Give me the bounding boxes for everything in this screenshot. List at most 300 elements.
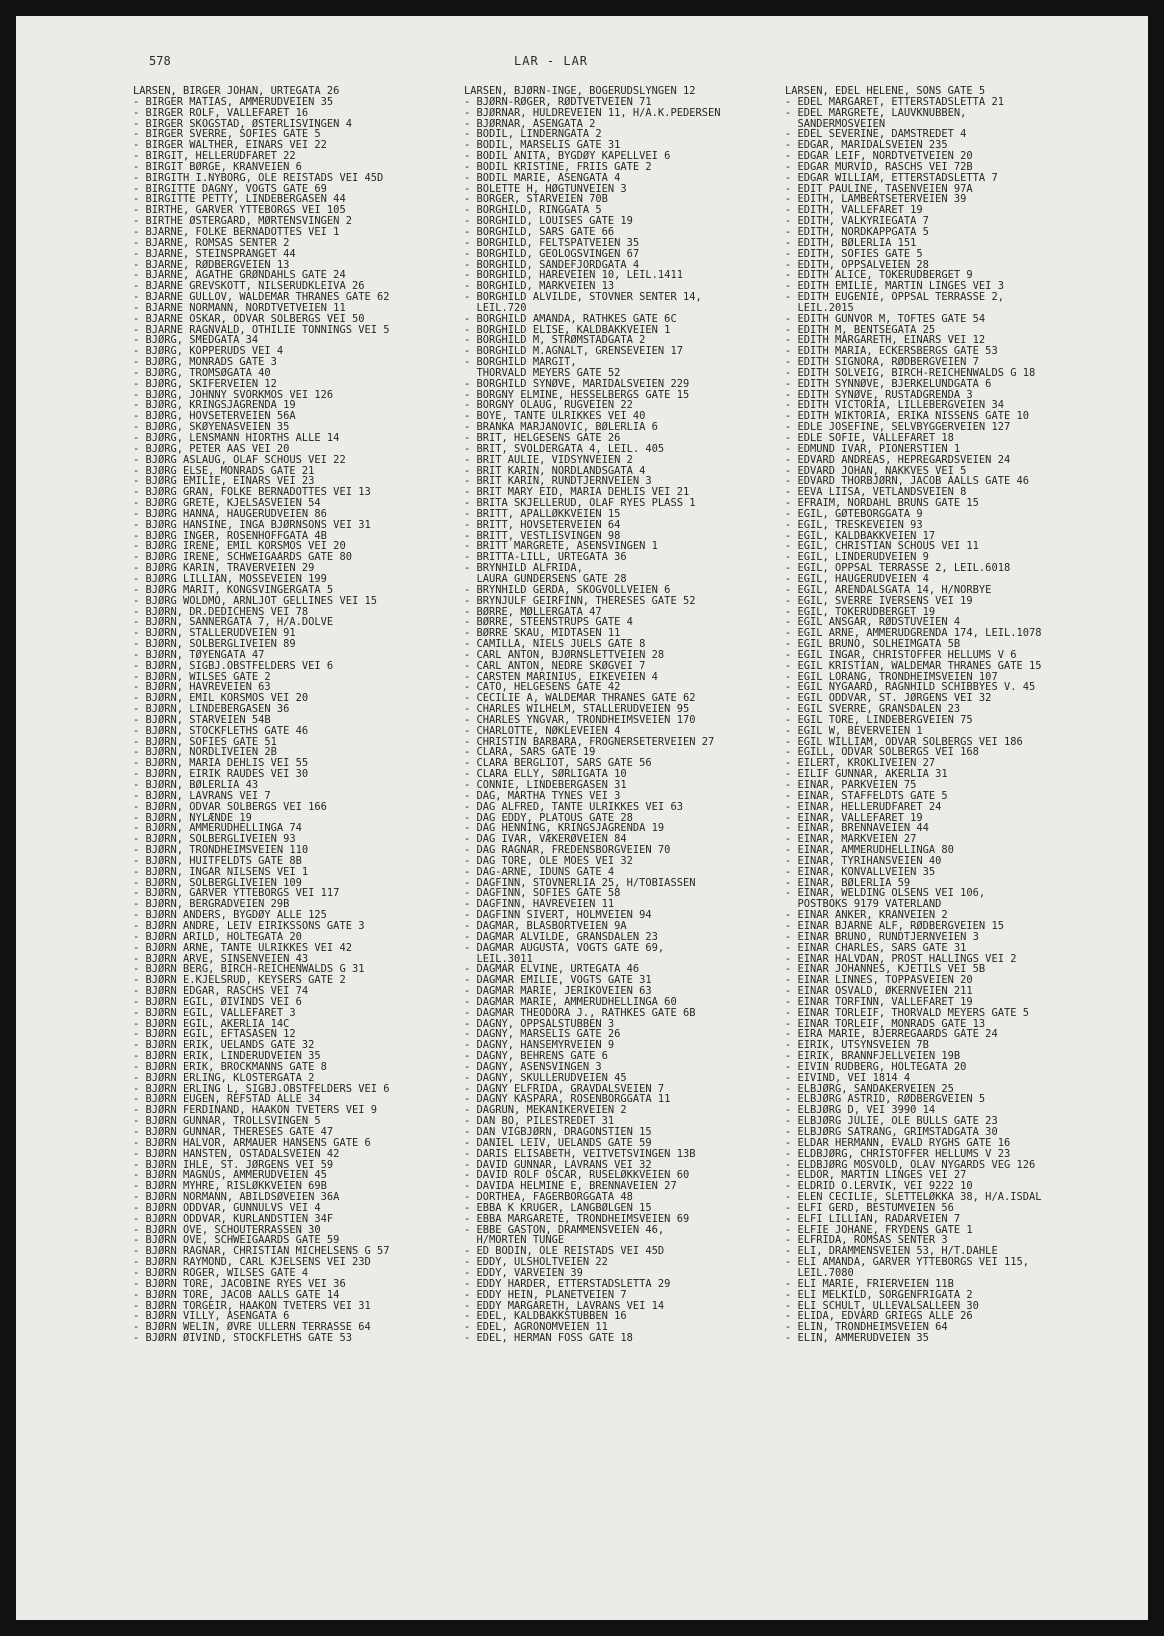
directory-entry: - BJØRNAR, HULDREVEIEN 11, H/A.K.PEDERSEN [464,107,721,119]
directory-entry: - EINAR HALVDAN, PROST HALLINGS VEI 2 [785,953,1017,965]
directory-entry: - EINAR, KONVALLVEIEN 35 [785,866,936,878]
directory-entry: - EGIL TORE, LINDEBERGVEIEN 75 [785,714,973,726]
directory-entry: - BJØRN, SOLBERGLIVEIEN 89 [133,639,296,650]
directory-entry: - EGIL, TOKERUDBERGET 19 [785,606,936,618]
directory-entry: - BJØRN, TRONDHEIMSVEIEN 110 [133,845,309,856]
directory-entry: - EGILL, ODVAR SOLBERGS VEI 168 [785,747,979,759]
directory-entry: - BJØRN TORE, JACOBINE RYES VEI 36 [133,1278,346,1290]
directory-entry: - BIRGER SKOGSTAD, ØSTERLISVINGEN 4 [133,118,352,130]
directory-entry: - BRIT MARY EID, MARIA DEHLIS VEI 21 [464,487,690,499]
directory-entry: - ELFIE JOHANE, FRYDENS GATE 1 [785,1224,973,1236]
directory-entry: - ED BODIN, OLE REISTADS VEI 45D [464,1246,665,1258]
directory-entry: - EINAR, AMMERUDHELLINGA 80 [785,845,954,856]
directory-entry: - EDITH M, BENTSEGATA 25 [785,324,936,336]
directory-entry: - EINAR, VALLEFARET 19 [785,812,923,824]
directory-entry: - BØRRE SKAU, MIDTÅSEN 11 [464,628,621,640]
directory-entry: - EGIL WILLIAM, ODVAR SOLBERGS VEI 186 [785,736,1023,748]
directory-entry: - EDITH, OPPSALVEIEN 28 [785,259,929,271]
directory-entry: - BORGHILD, RINGGATA 5 [464,205,602,217]
directory-entry: - EINAR BRUNO, RUNDTJERNVEIEN 3 [785,931,979,943]
directory-entry: - EDITH EUGENIE, OPPSAL TERRASSE 2, [785,292,1004,303]
directory-entry: - CLARA BERGLIOT, SARS GATE 56 [464,758,652,770]
directory-entry: - EINAR LINNES, TOPPÅSVEIEN 20 [785,975,973,987]
directory-entry: - BRYNHILD ALFRIDA, [464,563,583,574]
directory-entry: - DAGFINN, STOVNERLIA 25, H/TOBIASSEN [464,877,696,889]
directory-entry: - BORGHILD, SANDEFJORDGATA 4 [464,259,640,271]
directory-entry: - BJØRG GRAN, FOLKE BERNADOTTES VEI 13 [133,487,371,499]
directory-entry: - BJØRN NORMANN, ABILDSØVEIEN 36A [133,1192,340,1203]
directory-entry: - BJØRN IHLE, ST. JØRGENS VEI 59 [133,1159,334,1171]
directory-entry: LEIL.2015 [785,302,854,314]
listing-column-3 [785,86,1105,1344]
directory-entry: - EDITH, BØLERLIA 151 [785,237,917,249]
directory-entry: - CONNIE, LINDEBERGÅSEN 31 [464,780,627,791]
directory-entry: - ELDBJØRG, CHRISTOFFER HELLUMS V 23 [785,1148,1011,1160]
directory-entry: - BJØRG, SKIFERVEIEN 12 [133,378,277,390]
directory-entry: - BJØRG, LENSMANN HIORTHS ALLE 14 [133,433,340,444]
directory-entry: - BJARNE, AGATHE GRØNDAHLS GATE 24 [133,270,346,282]
directory-entry: - EINAR ANKER, KRANVEIEN 2 [785,910,948,921]
directory-entry: - BJØRN EGIL, AKERLIA 14C [133,1018,290,1030]
directory-entry: - BJØRG EMILIE, EINARS VEI 23 [133,476,315,488]
directory-entry: - BJØRN EUGEN, REFSTAD ALLE 34 [133,1094,321,1106]
directory-entry: - EGIL W, BEVERVEIEN 1 [785,725,923,737]
directory-entry: - EGIL INGAR, CHRISTOFFER HELLUMS V 6 [785,649,1017,661]
directory-entry: - EGIL, HAUGERUDVEIEN 4 [785,573,929,585]
directory-entry: - EGIL ANSGAR, RØDSTUVEIEN 4 [785,617,961,629]
directory-entry: - BJØRN GUNNAR, TROLLSVINGEN 5 [133,1116,321,1127]
directory-entry: - ELI MARIE, FRIERVEIEN 11B [785,1278,954,1290]
directory-entry: - ELI MELKILD, SORGENFRIGATA 2 [785,1289,973,1301]
directory-entry: - BOYE, TANTE ULRIKKES VEI 40 [464,411,646,423]
directory-entry: - BJØRN, HAVREVEIEN 63 [133,682,271,694]
directory-entry: - CHARLES WILHELM, STALLERUDVEIEN 95 [464,704,690,715]
directory-entry: - BJØRN, SIGBJ.OBSTFELDERS VEI 6 [133,660,334,672]
directory-entry: - BJØRG, JOHNNY SVORKMOS VEI 126 [133,389,334,401]
directory-entry: - BORGHILD, FELTSPATVEIEN 35 [464,237,640,249]
directory-entry: - EGIL ARNE, AMMERUDGRENDA 174, LEIL.1078 [785,628,1042,640]
directory-entry: - EDGAR, MARIDALSVEIEN 235 [785,140,948,152]
directory-entry: - BJØRG GRETE, KJELSÅSVEIEN 54 [133,498,321,509]
directory-entry: - BODIL KRISTINE, FRIIS GATE 2 [464,161,652,173]
directory-entry: - DAGMAR ELVINE, URTEGATA 46 [464,964,640,976]
directory-entry: LARSEN, BJØRN-INGE, BOGERUDSLYNGEN 12 [464,86,696,97]
directory-entry: - BJØRNAR, ÅSENGATA 2 [464,118,596,130]
directory-entry: - BRIT, HELGESENS GATE 26 [464,433,621,444]
page-number: 578 [149,54,171,68]
directory-entry: - ELFI GERD, BESTUMVEIEN 56 [785,1202,954,1214]
directory-entry: - BIRGER ROLF, VALLEFARET 16 [133,107,309,119]
directory-entry: - BJØRG IRENE, SCHWEIGAARDS GATE 80 [133,552,352,564]
directory-entry: - DAGFINN, SOFIES GATE 58 [464,888,621,900]
directory-entry: - DAGMAR, BLÅSBORTVEIEN 9A [464,920,627,932]
directory-entry: - BJØRG, SKØYENÅSVEIEN 35 [133,422,290,433]
directory-entry: - BJØRN, MARIA DEHLIS VEI 55 [133,758,309,770]
directory-entry: - EINAR, MARKVEIEN 27 [785,834,917,846]
directory-entry: - BODIL, MARSELIS GATE 31 [464,140,621,152]
directory-entry: THORVALD MEYERS GATE 52 [464,367,621,379]
directory-entry: - EDVARD THORBJØRN, JACOB AALLS GATE 46 [785,476,1029,488]
directory-entry: - EDGAR MURVID, RASCHS VEI 72B [785,161,973,173]
directory-entry: - CLARA, SARS GATE 19 [464,747,596,759]
directory-entry: - DAGMAR MARIE, AMMERUDHELLINGA 60 [464,996,677,1008]
directory-entry: - ELFI LILLIAN, RADARVEIEN 7 [785,1213,961,1225]
directory-entry: - BJØRN, SOFIES GATE 51 [133,736,277,748]
directory-entry: - BJØRN TORE, JACOB AALLS GATE 14 [133,1289,340,1301]
directory-entry: - BJØRN E.KJELSRUD, KEYSERS GATE 2 [133,975,346,987]
directory-entry: - BJØRN, STARVEIEN 54B [133,714,271,726]
directory-entry: - BJØRN ERIK, BROCKMANNS GATE 8 [133,1061,327,1073]
directory-entry: - BJØRG, KRINGSJÅGRENDA 19 [133,400,296,412]
directory-entry: - BJØRN TORGEIR, HAAKON TVETERS VEI 31 [133,1300,371,1312]
directory-entry: - BJØRG, HOVSETERVEIEN 56A [133,411,296,423]
directory-entry: - ELIDA, EDVARD GRIEGS ALLE 26 [785,1311,973,1323]
directory-entry: - BJØRN, NYLÆNDE 19 [133,812,252,824]
directory-entry: - BJØRN, TØYENGATA 47 [133,649,265,661]
directory-entry: - EDITH, NORDKAPPGATA 5 [785,226,929,238]
directory-entry: - BJØRN, SOLBERGLIVEIEN 93 [133,834,296,846]
directory-entry: - BRIT KARIN, NORDLANDSGATA 4 [464,465,646,477]
directory-entry: - EGIL NYGAARD, RAGNHILD SCHIBBYES V. 45 [785,682,1036,694]
directory-entry: - EDITH, SOFIES GATE 5 [785,248,923,260]
directory-entry: - ELBJØRG, SANDAKERVEIEN 25 [785,1083,954,1095]
directory-entry: - EDITH SIGNORA, RØDBERGVEIEN 7 [785,357,979,368]
directory-entry: - EGIL, KALDBAKKVEIEN 17 [785,530,936,542]
directory-entry: - BJØRG ASLAUG, OLAF SCHOUS VEI 22 [133,454,346,466]
directory-entry: - BJØRG INGER, ROSENHOFFGATA 4B [133,530,327,542]
directory-entry: - BJØRG LILLIAN, MOSSEVEIEN 199 [133,573,327,585]
directory-entry: - DAG HENNING, KRINGSJÅGRENDA 19 [464,823,665,835]
directory-entry: - EDEL, HERMAN FOSS GATE 18 [464,1333,633,1344]
directory-entry: LAURA GUNDERSENS GATE 28 [464,573,627,585]
directory-entry: - DAG-ARNE, IDUNS GATE 4 [464,866,615,878]
directory-entry: - EDITH SYNNØVE, BJERKELUNDGATA 6 [785,378,992,390]
directory-entry: - EGIL, GØTEBORGGATA 9 [785,508,923,520]
directory-entry: - EILERT, KROKLIVEIEN 27 [785,758,936,770]
directory-entry: - BJØRN ØIVIND, STOCKFLETHS GATE 53 [133,1333,352,1344]
directory-entry: LARSEN, BIRGER JOHAN, URTEGATA 26 [133,86,340,97]
directory-entry: - EEVA LIISA, VETLANDSVEIEN 8 [785,487,967,499]
directory-entry: - DAVID ROLF OSCAR, RUSELØKKVEIEN 60 [464,1170,690,1182]
directory-entry: - EINAR, WELDING OLSENS VEI 106, [785,888,986,900]
directory-entry: - BJØRG WOLDMO, ARNLJOT GELLINES VEI 15 [133,595,377,607]
directory-entry: - BIRGITTE PETTY, LINDEBERGÅSEN 44 [133,194,346,206]
directory-entry: - BJØRN, EIRIK RAUDES VEI 30 [133,769,309,780]
directory-entry: - ELI SCHULT, ULLEVÅLSALLEEN 30 [785,1300,979,1312]
directory-entry: - DAGNY, ÅSENSVINGEN 3 [464,1061,602,1073]
directory-entry: - BJØRN ERLING, KLOSTERGATA 2 [133,1072,315,1084]
directory-entry: - ELDBJØRG MOSVOLD, OLAV NYGARDS VEG 126 [785,1159,1036,1171]
directory-entry: - BJØRN, SANNERGATA 7, H/A.DOLVE [133,617,334,629]
directory-entry: - EDITH EMILIE, MARTIN LINGES VEI 3 [785,281,1004,293]
directory-entry: - ELBJØRG JULIE, OLE BULLS GATE 23 [785,1116,998,1127]
directory-entry: - BJØRN EGIL, ØIVINDS VEI 6 [133,996,302,1008]
directory-entry: SANDERMOSVEIEN [785,118,886,130]
directory-entry: - EDLE SOFIE, VALLEFARET 18 [785,433,954,444]
directory-entry: - BOLETTE H, HØGTUNVEIEN 3 [464,183,627,195]
directory-entry: - EBBE GASTON, DRAMMENSVEIEN 46, [464,1224,665,1236]
directory-entry: - DANIEL LEIV, UELANDS GATE 59 [464,1137,652,1149]
directory-entry: - CARL ANTON, NEDRE SKØGVEI 7 [464,660,646,672]
directory-entry: - BJØRN-RØGER, RØDTVETVEIEN 71 [464,96,652,108]
directory-entry: - BJØRG, SMEDGATA 34 [133,335,259,347]
directory-entry: - BRITT, VESTLISVINGEN 98 [464,530,621,542]
directory-entry: - CAMILLA, NIELS JUELS GATE 8 [464,639,646,650]
directory-entry: - EILIF GUNNAR, AKERLIA 31 [785,769,948,780]
directory-entry: - EDDY, VARVEIEN 39 [464,1267,583,1279]
directory-entry: - EINAR TORFINN, VALLEFARET 19 [785,996,973,1008]
directory-entry: - EDDY MARGARETH, LAVRANS VEI 14 [464,1300,665,1312]
directory-entry: - EGIL KRISTIAN, WALDEMAR THRANES GATE 15 [785,660,1042,672]
directory-entry: - EDEL, AGRONOMVEIEN 11 [464,1322,608,1334]
directory-entry: - EGIL, TRESKEVEIEN 93 [785,519,923,531]
directory-entry: - BJØRN, GARVER YTTEBORGS VEI 117 [133,888,340,900]
directory-entry: - EDLE JOSEFINE, SELVBYGGERVEIEN 127 [785,422,1011,433]
directory-entry: - BJØRN HALVOR, ARMAUER HANSENS GATE 6 [133,1137,371,1149]
directory-entry: - BJØRG HANNA, HAUGERUDVEIEN 86 [133,508,327,520]
directory-entry: - ELDOR, MARTIN LINGES VEI 27 [785,1170,967,1182]
directory-entry: - DAGMAR THEODORA J., RATHKES GATE 6B [464,1007,696,1019]
directory-entry: - BJØRN, INGAR NILSENS VEI 1 [133,866,309,878]
directory-entry: - BJØRG KARIN, TRAVERVEIEN 29 [133,563,315,574]
directory-entry: - BJØRN, WILSES GATE 2 [133,671,271,683]
directory-entry: - EFRAIM, NORDAHL BRUNS GATE 15 [785,498,979,509]
directory-entry: - BIRGIT, HELLERUDFARET 22 [133,151,296,162]
directory-entry: - BØRRE, STEENSTRUPS GATE 4 [464,617,633,629]
directory-entry: - EIVIND, VEI 1814 4 [785,1072,911,1084]
directory-entry: - BIRGER SVERRE, SOFIES GATE 5 [133,129,321,141]
directory-entry: - EGIL, LINDERUDVEIEN 9 [785,552,929,564]
directory-entry: - EDGAR WILLIAM, ETTERSTADSLETTA 7 [785,172,998,184]
directory-entry: LEIL.3011 [464,953,533,965]
directory-entry: - BJØRN RAGNAR, CHRISTIAN MICHELSENS G 57 [133,1246,390,1258]
directory-entry: - ELFRIDA, ROMSÅS SENTER 3 [785,1235,948,1247]
directory-entry: - BJØRN, SOLBERGLIVEIEN 109 [133,877,302,889]
directory-entry: - EINAR, STAFFELDTS GATE 5 [785,790,948,802]
directory-entry: - ELIN, TRONDHEIMSVEIEN 64 [785,1322,948,1334]
directory-entry: - EDDY HEIN, PLANETVEIEN 7 [464,1289,627,1301]
directory-entry: - EGIL LORANG, TRONDHEIMSVEIEN 107 [785,671,998,683]
directory-entry: - BJØRN, HUITFELDTS GATE 8B [133,855,302,867]
directory-entry: - BØRRE, MØLLERGATA 47 [464,606,602,618]
directory-entry: - ELDAR HERMANN, EVALD RYGHS GATE 16 [785,1137,1011,1149]
directory-entry: - BJØRG, PETER AAS VEI 20 [133,443,290,455]
directory-entry: - BRANKA MARJANOVIC, BØLERLIA 6 [464,422,658,433]
directory-entry: - BJØRN ROGER, WILSES GATE 4 [133,1267,309,1279]
directory-entry: - BJØRN ERLING L, SIGBJ.OBSTFELDERS VEI 6 [133,1083,390,1095]
directory-entry: - CARL ANTON, BJØRNSLETTVEIEN 28 [464,649,665,661]
directory-entry: - BJØRN FERDINAND, HAAKON TVETERS VEI 9 [133,1105,377,1117]
directory-entry: - DAGFINN SIVERT, HOLMVEIEN 94 [464,910,652,921]
directory-entry: - EDITH MARGARETH, EINARS VEI 12 [785,335,986,347]
directory-entry: - BRIT AULIE, VIDSYNVEIEN 2 [464,454,633,466]
listing-column-2 [464,86,794,1344]
directory-page [16,16,1148,1620]
directory-entry: - BRIT KARIN, RUNDTJERNVEIEN 3 [464,476,652,488]
directory-entry: - DAGNY, MARSELIS GATE 26 [464,1029,621,1041]
directory-entry: - BRITT, APALLØKKVEIEN 15 [464,508,621,520]
directory-entry: - ELEN CECILIE, SLETTELØKKA 38, H/A.ISDAL [785,1192,1042,1203]
directory-entry: - EDITH SOLVEIG, BIRCH-REICHENWALDS G 18 [785,367,1036,379]
directory-entry: - EDVARD ANDREAS, HEPREGÅRDSVEIEN 24 [785,454,1011,466]
directory-entry: - EINAR CHARLES, SARS GATE 31 [785,942,967,954]
directory-entry: - BJØRN, LINDEBERGÅSEN 36 [133,704,290,715]
directory-entry: - EDITH ALICE, TOKERUDBERGET 9 [785,270,973,282]
directory-entry: - CHARLES YNGVAR, TRONDHEIMSVEIEN 170 [464,714,696,726]
directory-entry: - EGIL ODDVAR, ST. JØRGENS VEI 32 [785,693,992,705]
directory-entry: - EDMUND IVAR, PIONERSTIEN 1 [785,443,961,455]
directory-entry: - DAVID GUNNAR, LAVRANS VEI 32 [464,1159,652,1171]
directory-entry: - BJØRN, DR.DEDICHENS VEI 78 [133,606,309,618]
directory-entry: - DAGMAR ALVILDE, GRANSDALEN 23 [464,931,658,943]
directory-entry: - DAGNY ELFRIDA, GRAVDALSVEIEN 7 [464,1083,665,1095]
directory-entry: - CHARLOTTE, NØKLEVEIEN 4 [464,725,621,737]
directory-entry: - BORGHILD, GEOLOGSVINGEN 67 [464,248,640,260]
directory-entry: - EDITH SYNØVE, RUSTADGRENDA 3 [785,389,973,401]
directory-entry: - EDITH, VALKYRIEGATA 7 [785,216,929,227]
directory-entry: - DAG TORE, OLE MOES VEI 32 [464,855,633,867]
directory-entry: - EDVARD JOHAN, NÅKKVES VEI 5 [785,465,967,477]
directory-entry: - EGIL, CHRISTIAN SCHOUS VEI 11 [785,541,979,553]
directory-entry: - DARIS ELISABETH, VEITVETSVINGEN 13B [464,1148,696,1160]
directory-entry: - EINAR, TYRIHANSVEIEN 40 [785,855,942,867]
directory-entry: - BODIL MARIE, ÅSENGATA 4 [464,172,621,184]
directory-entry: - BORGHILD AMANDA, RATHKES GATE 6C [464,313,677,325]
directory-entry: - BJØRN, BERGRÅDVEIEN 29B [133,899,290,911]
directory-entry: - EDITH, LAMBERTSETERVEIEN 39 [785,194,967,206]
directory-entry: - BORGHILD ALVILDE, STOVNER SENTER 14, [464,292,702,303]
directory-entry: - BORGHILD, HAREVEIEN 10, LEIL.1411 [464,270,683,282]
directory-entry: - BJØRN ERIK, UELANDS GATE 32 [133,1040,315,1052]
directory-entry: - BRYNHILD GERDA, SKOGVOLLVEIEN 6 [464,584,671,596]
directory-entry: - EDEL MARGARET, ETTERSTADSLETTA 21 [785,96,1004,108]
directory-entry: - EDITH VICTORIA, LILLEBERGVEIEN 34 [785,400,1004,412]
directory-entry: - BORGNY OLAUG, RUGVEIEN 22 [464,400,633,412]
directory-entry: - BJØRG, MONRADS GATE 3 [133,357,277,368]
directory-entry: - BJØRN VILLY, ÅSENGATA 6 [133,1311,290,1323]
directory-entry: - ELBJØRG ASTRID, RØDBERGVEIEN 5 [785,1094,986,1106]
running-head: LAR - LAR [514,54,589,68]
directory-entry: - CLARA ELLY, SØRLIGATA 10 [464,769,627,780]
directory-entry: - BJØRN BERG, BIRCH-REICHENWALDS G 31 [133,964,365,976]
directory-entry: - EINAR JOHANNES, KJETILS VEI 5B [785,964,986,976]
directory-entry: - EDITH WIKTORIA, ERIKA NISSENS GATE 10 [785,411,1029,423]
directory-entry: - BJØRN OVE, SCHOUTERRASSEN 30 [133,1224,321,1236]
directory-entry: - BORGNY ELMINE, HESSELBERGS GATE 15 [464,389,690,401]
directory-entry: - BJØRN WELIN, ØVRE ULLERN TERRASSE 64 [133,1322,371,1334]
directory-entry: - BJØRN, AMMERUDHELLINGA 74 [133,823,302,835]
directory-entry: - EINAR TORLEIF, MONRADS GATE 13 [785,1018,986,1030]
directory-entry: - DAGNY, BEHRENS GATE 6 [464,1051,608,1062]
directory-entry: - EINAR OSVALD, ØKERNVEIEN 211 [785,986,973,997]
directory-entry: - BIRGER MATIAS, AMMERUDVEIEN 35 [133,96,334,108]
directory-entry: - DAGMAR AUGUSTA, VOGTS GATE 69, [464,942,665,954]
directory-entry: - CHRISTIN BARBARA, FROGNERSETERVEIEN 27 [464,736,715,748]
directory-entry: - BJARNE OSKAR, ODVAR SOLBERGS VEI 50 [133,313,365,325]
directory-entry: - BIRGIT BØRGE, KRANVEIEN 6 [133,161,302,173]
directory-entry: - DAGNY, HANSEMYRVEIEN 9 [464,1040,615,1052]
directory-entry: - BRITT MARGRETE, ÅSENSVINGEN 1 [464,541,658,553]
directory-entry: - BORGHILD M.AGNALT, GRENSEVEIEN 17 [464,346,683,358]
directory-entry: - EDITH MARIA, ECKERSBERGS GATE 53 [785,346,998,358]
directory-entry: - EBBA K KRUGER, LANGBØLGEN 15 [464,1202,652,1214]
directory-entry: - BJARNE, STEINSPRANGET 44 [133,248,296,260]
directory-entry: - BIRGER WALTHER, EINARS VEI 22 [133,140,327,152]
directory-entry: - BORGHILD ELISE, KALDBAKKVEIEN 1 [464,324,671,336]
directory-entry: - BJØRN ARVE, SINSENVEIEN 43 [133,953,309,965]
directory-entry: - BJØRG, TROMSØGATA 40 [133,367,271,379]
directory-entry: H/MORTEN TUNGE [464,1235,565,1247]
directory-entry: - EINAR TORLEIF, THORVALD MEYERS GATE 5 [785,1007,1029,1019]
directory-entry: - BJØRG HANSINE, INGA BJØRNSONS VEI 31 [133,519,371,531]
directory-entry: - BIRGITTE DAGNY, VOGTS GATE 69 [133,183,327,195]
directory-entry: - EGIL SVERRE, GRANSDALEN 23 [785,704,961,715]
directory-entry: - DAGNY KASPARA, ROSENBORGGATA 11 [464,1094,671,1106]
directory-entry: - BORGHILD, SARS GATE 66 [464,226,615,238]
directory-entry: - EBBA MARGARETE, TRONDHEIMSVEIEN 69 [464,1213,690,1225]
directory-entry: - DAGFINN, HAVREVEIEN 11 [464,899,615,911]
directory-entry: - DAGNY, OPPSALSTUBBEN 3 [464,1018,615,1030]
directory-entry: - ELIN, AMMERUDVEIEN 35 [785,1333,929,1344]
directory-entry: - EDEL, KALDBAKKSTUBBEN 16 [464,1311,627,1323]
directory-entry: - BJARNE, FOLKE BERNADOTTES VEI 1 [133,226,340,238]
directory-entry: - DAGNY, SKULLERUDVEIEN 45 [464,1072,627,1084]
directory-entry: - EDEL MARGRETE, LAUVKNUBBEN, [785,107,967,119]
directory-entry: - BJØRG, KOPPERUDS VEI 4 [133,346,284,358]
directory-entry: - ELBJØRG SATRANG, GRIMSTADGATA 30 [785,1127,998,1138]
directory-entry: - EDDY HARDER, ETTERSTADSLETTA 29 [464,1278,671,1290]
directory-entry: - EGIL, ARENDALSGATA 14, H/NORBYE [785,584,992,596]
directory-entry: - EDIT PAULINE, TÅSENVEIEN 97A [785,183,973,195]
directory-entry: - BJØRN ARILD, HOLTEGATA 20 [133,931,302,943]
directory-entry: - ELDRID O.LERVIK, VEI 9222 10 [785,1181,973,1193]
directory-entry: - BRYNJULF GEIRFINN, THERESES GATE 52 [464,595,696,607]
directory-entry: - BJARNE, RØDBERGVEIEN 13 [133,259,290,271]
directory-entry: - DAG RAGNAR, FREDENSBORGVEIEN 70 [464,845,671,856]
directory-entry: - BJØRN EGIL, EFTASÅSEN 12 [133,1029,296,1041]
directory-entry: - BIRGITH I.NYBORG, OLE REISTADS VEI 45D [133,172,384,184]
directory-entry: - BJØRN, STALLERUDVEIEN 91 [133,628,296,640]
directory-entry: - BJØRG IRENE, EMIL KORSMOS VEI 20 [133,541,346,553]
directory-entry: - EIRIK, BRANNFJELLVEIEN 19B [785,1051,961,1062]
directory-entry: - EDGAR LEIF, NORDTVETVEIEN 20 [785,151,973,162]
directory-entry: - DORTHEA, FAGERBORGGATA 48 [464,1192,633,1203]
directory-entry: - CECILIE A, WALDEMAR THRANES GATE 62 [464,693,696,705]
directory-entry: - EDITH, VALLEFARET 19 [785,205,923,217]
directory-entry: - BJØRG ELSE, MONRADS GATE 21 [133,465,315,477]
listing-column-1 [133,86,463,1344]
directory-entry: - BIRTHE, GARVER YTTEBORGS VEI 105 [133,205,346,217]
directory-entry: - BJØRN EDGAR, RASCHS VEI 74 [133,986,309,997]
directory-entry: - EINAR, BRENNAVEIEN 44 [785,823,929,835]
directory-entry: - BJARNE NORMANN, NORDTVETVEIEN 11 [133,302,346,314]
directory-entry: - BJØRG MARIT, KONGSVINGERGATA 5 [133,584,334,596]
directory-entry: - EINAR BJARNE ALF, RØDBERGVEIEN 15 [785,920,1004,932]
directory-entry: - BODIL ANITA, BYGDØY KAPELLVEI 6 [464,151,671,162]
directory-entry: - BIRTHE ØSTERGÅRD, MØRTENSVINGEN 2 [133,216,352,227]
directory-entry: - EGIL BRUNO, SOLHEIMGATA 5B [785,639,961,650]
directory-entry: - BORGHILD, LOUISES GATE 19 [464,216,633,227]
directory-entry: - EIVIN RUDBERG, HOLTEGATA 20 [785,1061,967,1073]
directory-entry: - BJØRN ARNE, TANTE ULRIKKES VEI 42 [133,942,352,954]
directory-entry: - BJØRN, EMIL KORSMOS VEI 20 [133,693,309,705]
directory-entry: - BRITTA-LILL, URTEGATA 36 [464,552,627,564]
directory-entry: - BODIL, LINDERNGATA 2 [464,129,602,141]
directory-entry: - DAGMAR EMILIE, VOGTS GATE 31 [464,975,652,987]
directory-entry: - DAG, MARTHA TYNES VEI 3 [464,790,621,802]
directory-entry: - BJØRN, LAVRANS VEI 7 [133,790,271,802]
directory-entry: - BJØRN MAGNUS, AMMERUDVEIEN 45 [133,1170,327,1182]
